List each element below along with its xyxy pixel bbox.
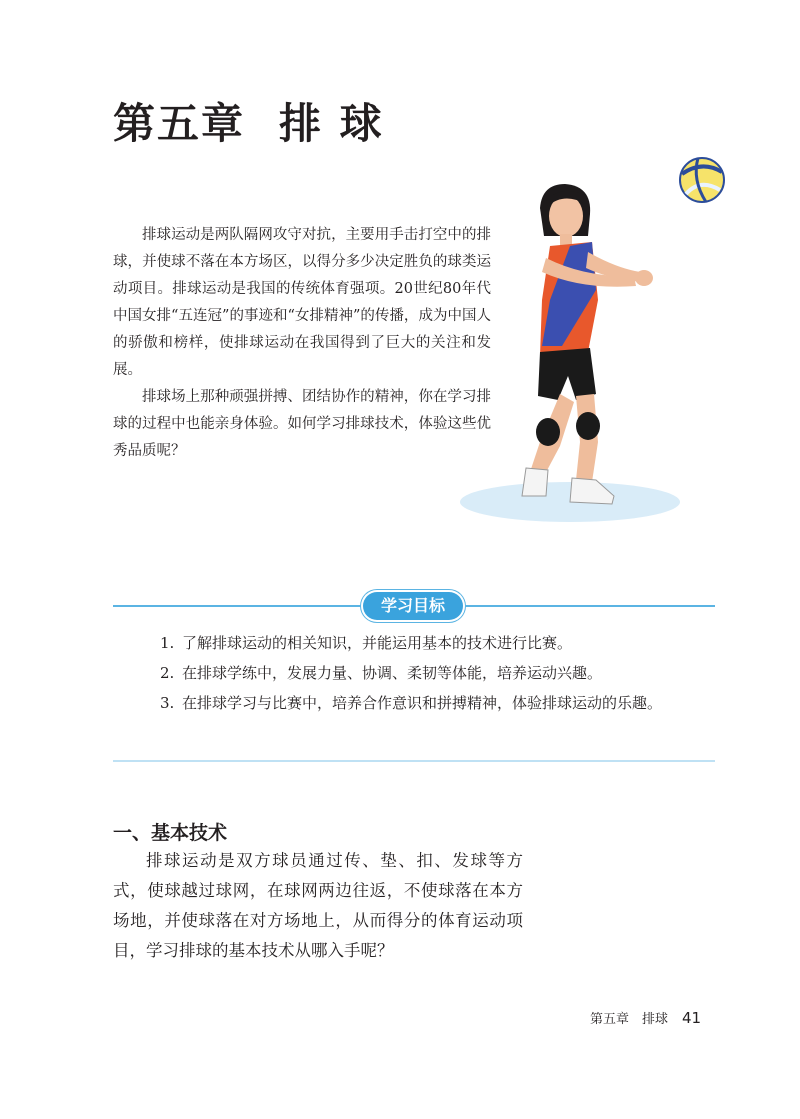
intro-paragraph-2: 排球场上那种顽强拼搏、团结协作的精神，你在学习排球的过程中也能亲身体验。如何学习排球技术，体验这些优秀品质呢？ <box>113 389 491 459</box>
objective-item <box>160 628 708 658</box>
volleyball-icon <box>680 158 724 202</box>
volleyball-player-photo <box>430 150 740 530</box>
objective-number: 1. <box>160 634 175 652</box>
learning-objectives <box>113 590 715 765</box>
objective-number: 3. <box>160 694 175 712</box>
footer-chapter-label: 第五章 排球 <box>590 1012 669 1027</box>
intro-paragraph-1: 排球运动是两队隔网攻守对抗，主要用手击打空中的排球，并使球不落在本方场区，以得分多少决定胜负的球类运动项目。排球运动是我国的传统体育强项。20世纪80年代中国女排“五连冠”的事迹和“女排精神”的传播，成为中国人的骄傲和榜样，使排球运动在我国得到了巨大的关注和发展。 <box>113 227 491 378</box>
objective-text: 在排球学习与比赛中，培养合作意识和拼搏精神，体验排球运动的乐趣。 <box>182 694 663 712</box>
chapter-number: 第五章 <box>113 99 246 148</box>
page-number: 41 <box>682 1009 702 1027</box>
section-title: 一、基本技术 <box>113 822 228 844</box>
objective-text: 了解排球运动的相关知识，并能运用基本的技术进行比赛。 <box>182 634 573 652</box>
section-body: 排球运动是双方球员通过传、垫、扣、发球等方式，使球越过球网，在球网两边往返，不使球落在本方场地，并使球落在对方场地上，从而得分的体育运动项目，学习排球的基本技术从哪入手呢？ <box>113 851 523 960</box>
chapter-title <box>113 98 384 150</box>
chapter-name: 排 球 <box>279 99 384 148</box>
objective-item <box>160 658 708 688</box>
divider-bottom <box>113 760 715 762</box>
objectives-list <box>160 628 708 718</box>
objectives-heading: 学习目标 <box>363 592 463 620</box>
objective-number: 2. <box>160 664 175 682</box>
objective-text: 在排球学练中，发展力量、协调、柔韧等体能，培养运动兴趣。 <box>182 664 603 682</box>
objective-item <box>160 688 708 718</box>
page-footer <box>590 1008 701 1030</box>
